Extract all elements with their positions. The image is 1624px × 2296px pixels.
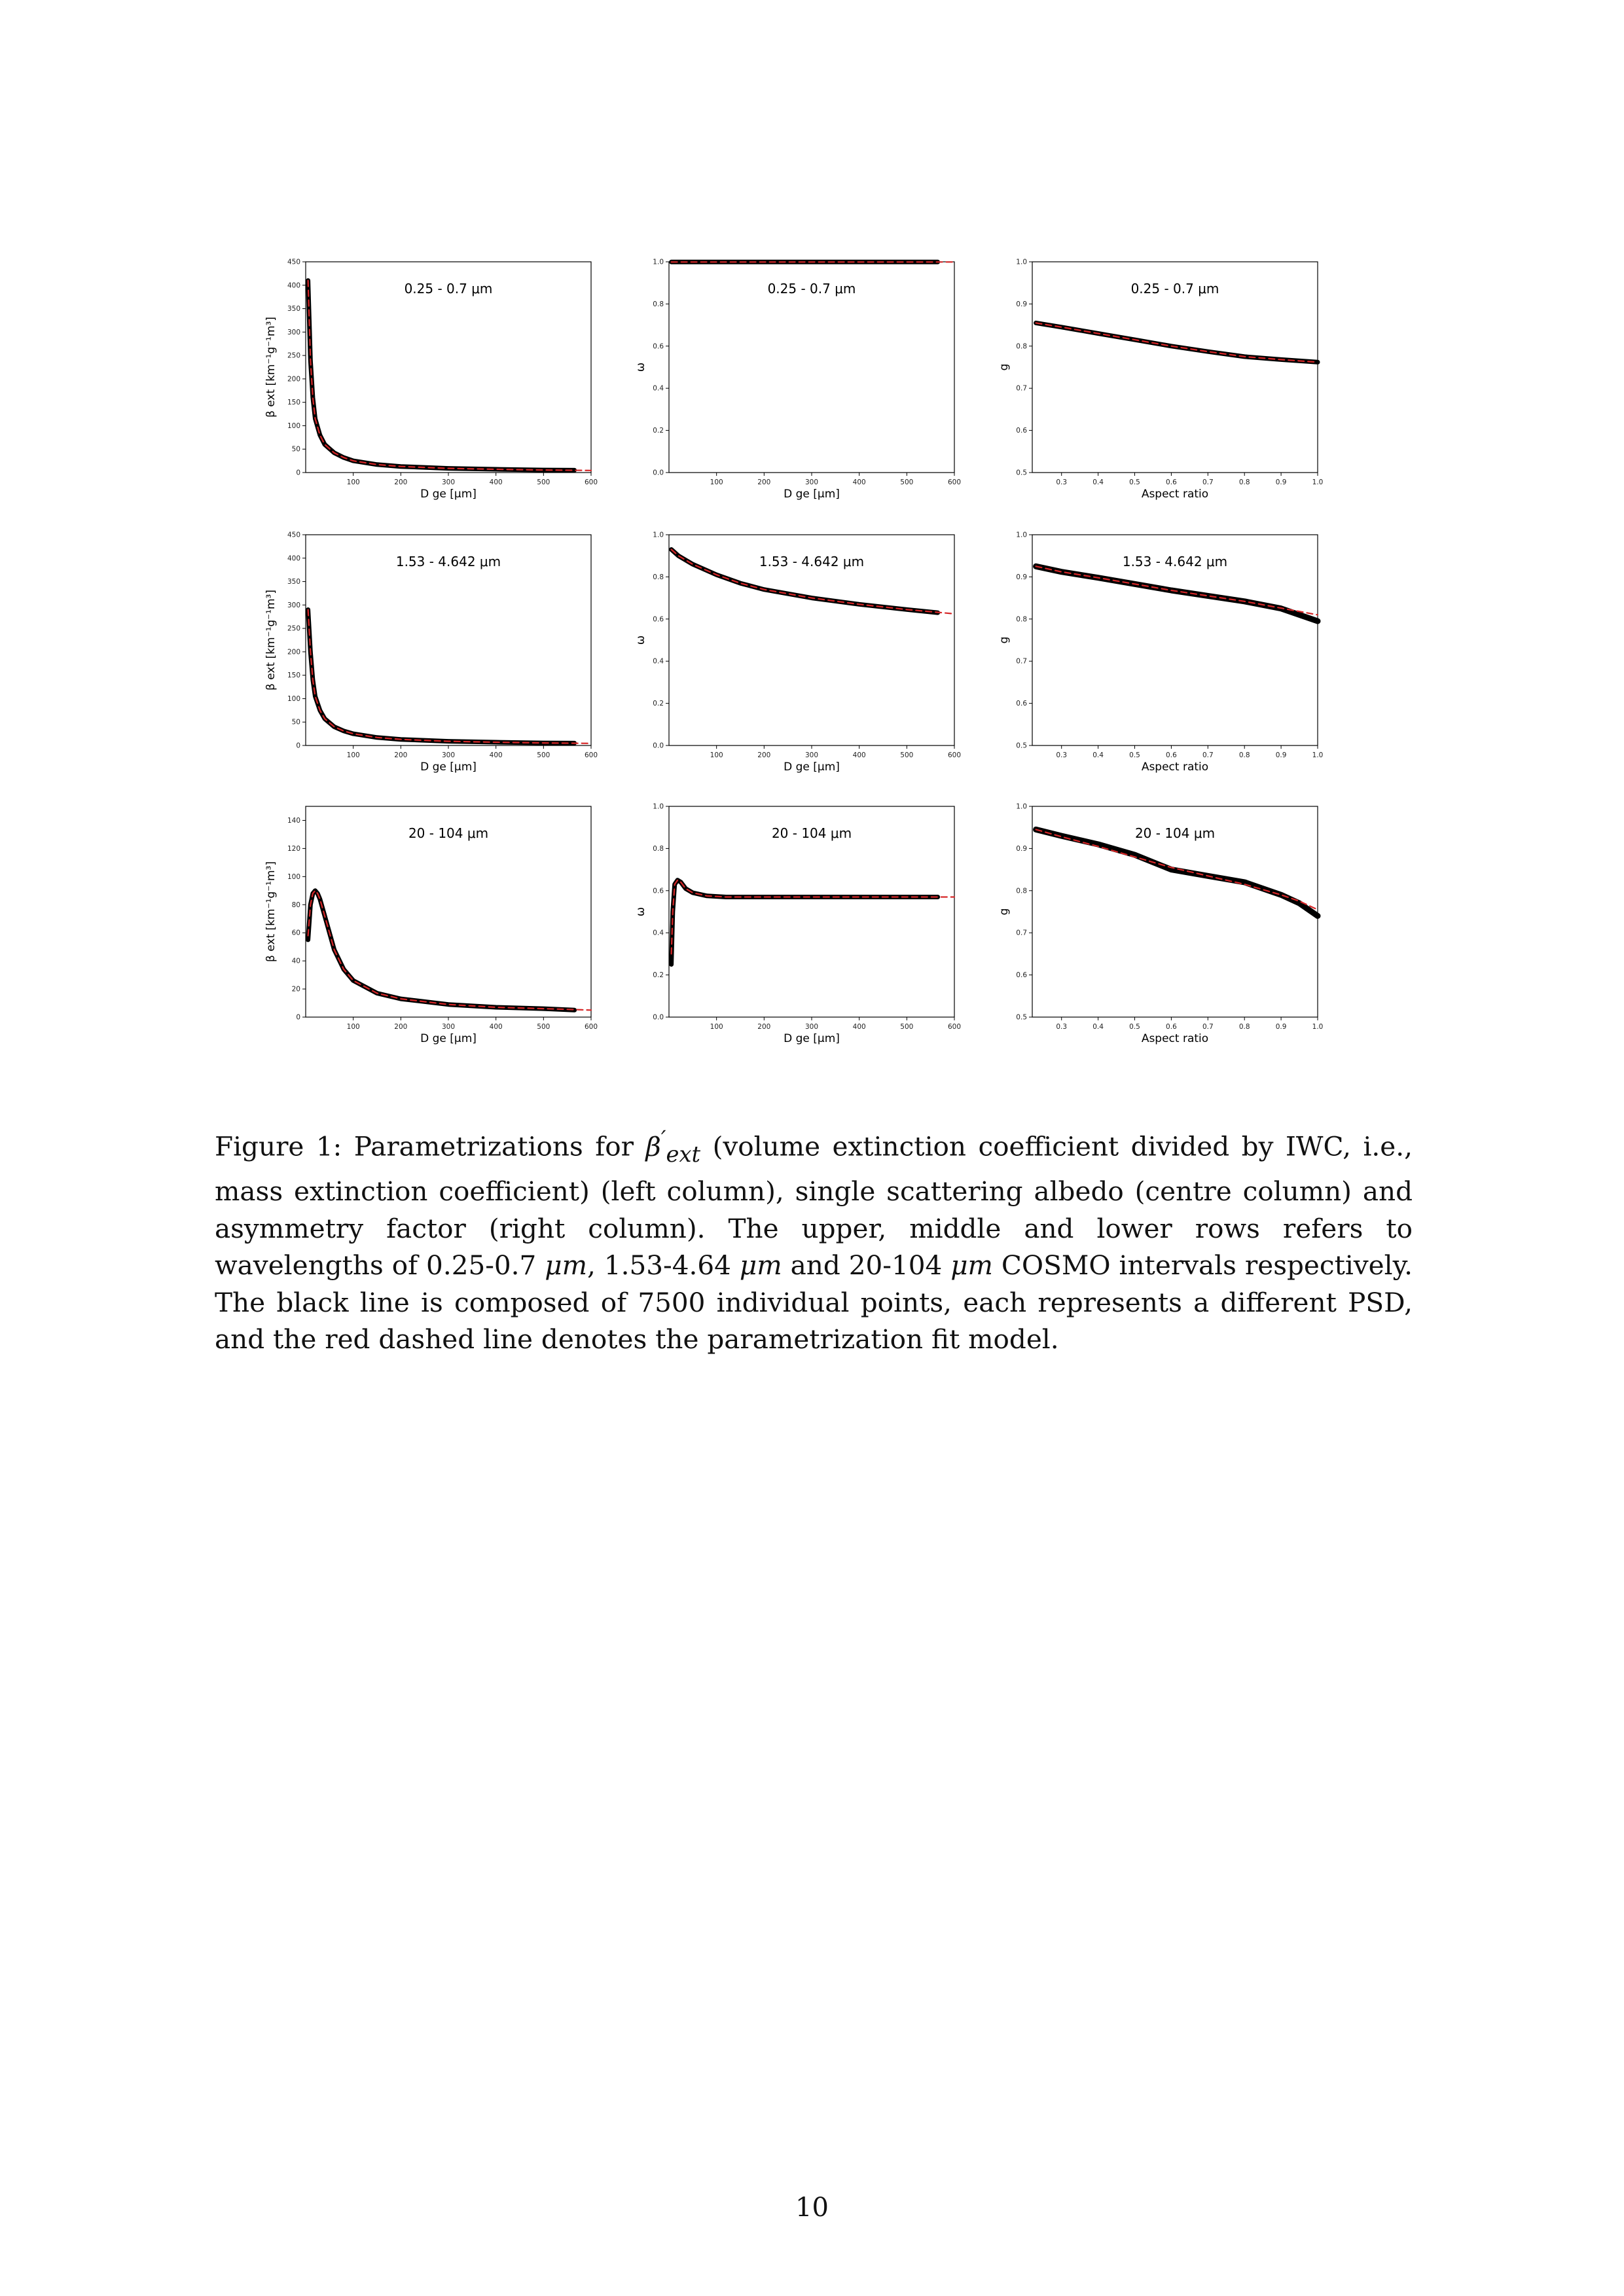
y-tick-label: 60 [291, 929, 300, 937]
x-tick-label: 400 [852, 751, 866, 759]
x-tick-label: 0.9 [1275, 1023, 1287, 1031]
y-axis-label: g [998, 636, 1011, 644]
y-axis-label: β ext [km⁻¹g⁻¹m³] [264, 861, 278, 962]
caption-unit: μm [545, 1249, 588, 1282]
caption-beta-symbol [645, 1126, 701, 1167]
x-tick-label: 200 [757, 478, 771, 486]
page-number: 10 [795, 2193, 829, 2223]
y-tick-label: 40 [291, 957, 300, 965]
y-tick-label: 0.0 [653, 469, 664, 477]
caption-beta-prime: ′ [660, 1126, 666, 1151]
x-tick-label: 0.3 [1056, 751, 1068, 759]
x-tick-label: 0.6 [1166, 1023, 1177, 1031]
y-tick-label: 400 [287, 554, 300, 563]
y-tick-label: 0.6 [1016, 427, 1027, 435]
y-tick-label: 1.0 [653, 531, 664, 539]
x-tick-label: 100 [710, 478, 723, 486]
y-tick-label: 1.0 [1016, 802, 1027, 811]
x-tick-label: 200 [394, 1023, 408, 1031]
x-axis-label: D ge [μm] [420, 761, 477, 774]
caption-text: , 1.53-4.64 [587, 1249, 740, 1282]
y-tick-label: 0.7 [1016, 384, 1027, 393]
y-tick-label: 1.0 [653, 802, 664, 811]
x-tick-label: 300 [441, 478, 456, 486]
y-tick-label: 0.2 [653, 700, 664, 708]
x-tick-label: 400 [489, 751, 503, 759]
y-tick-label: 0.4 [653, 657, 664, 666]
caption-text: (volume extinction coefficient divided by IWC, i.e., mass extinction coefficient) (left column), single scattering albedo (centre column) and asymmetry factor (right column). The upper, middle and lower rows refers to wavelengths of 0.25-0.7 [215, 1130, 1413, 1282]
y-tick-label: 0.6 [653, 887, 664, 895]
x-tick-label: 0.7 [1202, 1023, 1214, 1031]
caption-text: COSMO intervals respectively. The black line is composed of 7500 individual points, each represents a different PSD, and the red dashed line denotes the parametrization fit model. [215, 1249, 1413, 1355]
y-axis-label: g [998, 363, 1011, 371]
x-axis-label: D ge [μm] [420, 1032, 477, 1045]
y-tick-label: 350 [287, 305, 300, 314]
y-tick-label: 250 [287, 351, 300, 360]
x-tick-label: 600 [947, 751, 962, 759]
x-tick-label: 0.6 [1166, 478, 1177, 486]
y-tick-label: 0.6 [653, 615, 664, 624]
x-tick-label: 600 [584, 1023, 598, 1031]
y-tick-label: 400 [287, 281, 300, 290]
y-tick-label: 0.0 [653, 742, 664, 750]
x-tick-label: 500 [900, 1023, 914, 1031]
x-tick-label: 0.5 [1129, 478, 1140, 486]
panel-r1c2 [998, 531, 1323, 774]
y-tick-label: 0.6 [653, 342, 664, 351]
y-tick-label: 1.0 [653, 258, 664, 266]
x-tick-label: 0.5 [1129, 1023, 1140, 1031]
x-tick-label: 500 [537, 751, 550, 759]
panel-title: 20 - 104 μm [408, 825, 489, 841]
x-tick-label: 0.9 [1275, 751, 1287, 759]
x-tick-label: 500 [537, 1023, 550, 1031]
y-tick-label: 0 [296, 742, 300, 750]
y-tick-label: 20 [291, 985, 300, 994]
caption-beta-main: β [645, 1130, 661, 1162]
panel-title: 1.53 - 4.642 μm [395, 554, 501, 569]
y-tick-label: 0.7 [1016, 929, 1027, 937]
y-axis-label: ω [634, 362, 647, 372]
y-tick-label: 0.2 [653, 427, 664, 435]
y-tick-label: 0.6 [1016, 971, 1027, 980]
y-tick-label: 0.9 [1016, 300, 1027, 308]
y-tick-label: 300 [287, 328, 300, 336]
panel-r0c1 [634, 259, 961, 501]
x-axis-label: Aspect ratio [1141, 488, 1209, 501]
y-tick-label: 0.9 [1016, 573, 1027, 581]
x-tick-label: 600 [947, 478, 962, 486]
y-tick-label: 300 [287, 601, 300, 609]
x-axis-label: Aspect ratio [1141, 1032, 1209, 1045]
y-tick-label: 0.8 [1016, 615, 1027, 624]
y-tick-label: 0.5 [1016, 469, 1027, 477]
x-tick-label: 0.3 [1056, 478, 1068, 486]
panel-title: 0.25 - 0.7 μm [767, 281, 856, 296]
y-tick-label: 0.4 [653, 929, 664, 937]
x-tick-label: 100 [346, 751, 360, 759]
y-tick-label: 0.8 [1016, 342, 1027, 351]
x-tick-label: 0.4 [1092, 751, 1104, 759]
y-axis-label: β ext [km⁻¹g⁻¹m³] [264, 590, 278, 691]
x-tick-label: 0.8 [1238, 751, 1250, 759]
panel-r2c1 [634, 803, 961, 1046]
x-tick-label: 300 [441, 751, 456, 759]
y-tick-label: 150 [287, 399, 300, 407]
x-tick-label: 100 [346, 1023, 360, 1031]
x-tick-label: 0.6 [1166, 751, 1177, 759]
panel-title: 0.25 - 0.7 μm [1130, 281, 1219, 296]
y-tick-label: 0.7 [1016, 657, 1027, 666]
x-tick-label: 300 [804, 751, 819, 759]
panel-r2c2 [998, 803, 1323, 1046]
y-axis-label: β ext [km⁻¹g⁻¹m³] [264, 317, 278, 418]
y-tick-label: 100 [287, 694, 300, 703]
x-tick-label: 300 [804, 1023, 819, 1031]
y-tick-label: 0.6 [1016, 700, 1027, 708]
x-tick-label: 1.0 [1312, 1023, 1324, 1031]
y-tick-label: 0.2 [653, 971, 664, 980]
y-tick-label: 100 [287, 872, 300, 881]
figure-caption [215, 1121, 1413, 1358]
y-tick-label: 0.0 [653, 1013, 664, 1022]
y-tick-label: 0.8 [653, 844, 664, 853]
y-tick-label: 0.8 [653, 573, 664, 581]
y-tick-label: 0 [296, 1013, 300, 1022]
y-tick-label: 0.5 [1016, 1013, 1027, 1022]
x-tick-label: 0.5 [1129, 751, 1140, 759]
panel-r2c0 [264, 806, 598, 1045]
y-axis-label: ω [634, 635, 647, 645]
panel-r1c0 [264, 531, 598, 774]
y-tick-label: 450 [287, 258, 300, 266]
x-tick-label: 0.7 [1202, 478, 1214, 486]
panel-title: 0.25 - 0.7 μm [404, 281, 493, 296]
x-tick-label: 400 [489, 1023, 503, 1031]
x-tick-label: 100 [710, 751, 723, 759]
y-tick-label: 0 [296, 469, 300, 477]
caption-beta-sub: ext [666, 1141, 701, 1167]
panel-title: 1.53 - 4.642 μm [1122, 554, 1228, 569]
x-tick-label: 300 [441, 1023, 456, 1031]
caption-unit: μm [950, 1249, 993, 1282]
x-tick-label: 200 [394, 751, 408, 759]
y-tick-label: 0.5 [1016, 742, 1027, 750]
caption-unit: μm [739, 1249, 782, 1282]
panel-title: 20 - 104 μm [771, 825, 852, 841]
y-tick-label: 200 [287, 375, 300, 384]
y-tick-label: 140 [287, 816, 300, 825]
x-tick-label: 400 [489, 478, 503, 486]
x-tick-label: 600 [947, 1023, 962, 1031]
figure-1 [0, 0, 1624, 1060]
x-tick-label: 1.0 [1312, 478, 1324, 486]
panel-r1c1 [634, 531, 961, 774]
panel-r0c2 [998, 259, 1323, 501]
x-tick-label: 500 [537, 478, 550, 486]
y-tick-label: 150 [287, 672, 300, 680]
y-tick-label: 350 [287, 578, 300, 586]
x-axis-label: D ge [μm] [420, 488, 477, 501]
x-tick-label: 0.8 [1238, 478, 1250, 486]
x-tick-label: 500 [900, 751, 914, 759]
y-tick-label: 0.8 [653, 300, 664, 308]
y-tick-label: 1.0 [1016, 531, 1027, 539]
x-tick-label: 400 [852, 478, 866, 486]
x-axis-label: D ge [μm] [784, 761, 840, 774]
x-tick-label: 600 [584, 478, 598, 486]
x-tick-label: 0.8 [1238, 1023, 1250, 1031]
x-tick-label: 200 [757, 751, 771, 759]
y-tick-label: 0.4 [653, 384, 664, 393]
y-tick-label: 50 [291, 445, 300, 454]
x-tick-label: 600 [584, 751, 598, 759]
panel-title: 1.53 - 4.642 μm [759, 554, 865, 569]
y-axis-label: ω [634, 906, 647, 917]
panel-r0c0 [264, 259, 598, 501]
y-tick-label: 250 [287, 624, 300, 633]
caption-text: Figure 1: Parametrizations for [215, 1130, 646, 1162]
caption-text: and 20-104 [782, 1249, 951, 1282]
x-tick-label: 100 [346, 478, 360, 486]
x-tick-label: 1.0 [1312, 751, 1324, 759]
y-tick-label: 1.0 [1016, 258, 1027, 266]
x-tick-label: 100 [710, 1023, 723, 1031]
x-tick-label: 0.3 [1056, 1023, 1068, 1031]
y-tick-label: 200 [287, 648, 300, 656]
y-tick-label: 100 [287, 422, 300, 430]
y-tick-label: 120 [287, 844, 300, 853]
y-tick-label: 50 [291, 718, 300, 726]
x-tick-label: 0.9 [1275, 478, 1287, 486]
x-tick-label: 0.7 [1202, 751, 1214, 759]
y-tick-label: 0.8 [1016, 887, 1027, 895]
x-axis-label: D ge [μm] [784, 488, 840, 501]
x-tick-label: 200 [757, 1023, 771, 1031]
x-tick-label: 200 [394, 478, 408, 486]
x-tick-label: 300 [804, 478, 819, 486]
x-tick-label: 0.4 [1092, 1023, 1104, 1031]
y-tick-label: 450 [287, 531, 300, 539]
y-tick-label: 80 [291, 901, 300, 909]
x-axis-label: D ge [μm] [784, 1032, 840, 1045]
x-axis-label: Aspect ratio [1141, 761, 1209, 774]
x-tick-label: 500 [900, 478, 914, 486]
x-tick-label: 0.4 [1092, 478, 1104, 486]
y-tick-label: 0.9 [1016, 844, 1027, 853]
x-tick-label: 400 [852, 1023, 866, 1031]
panel-title: 20 - 104 μm [1134, 825, 1216, 841]
y-axis-label: g [998, 908, 1011, 916]
